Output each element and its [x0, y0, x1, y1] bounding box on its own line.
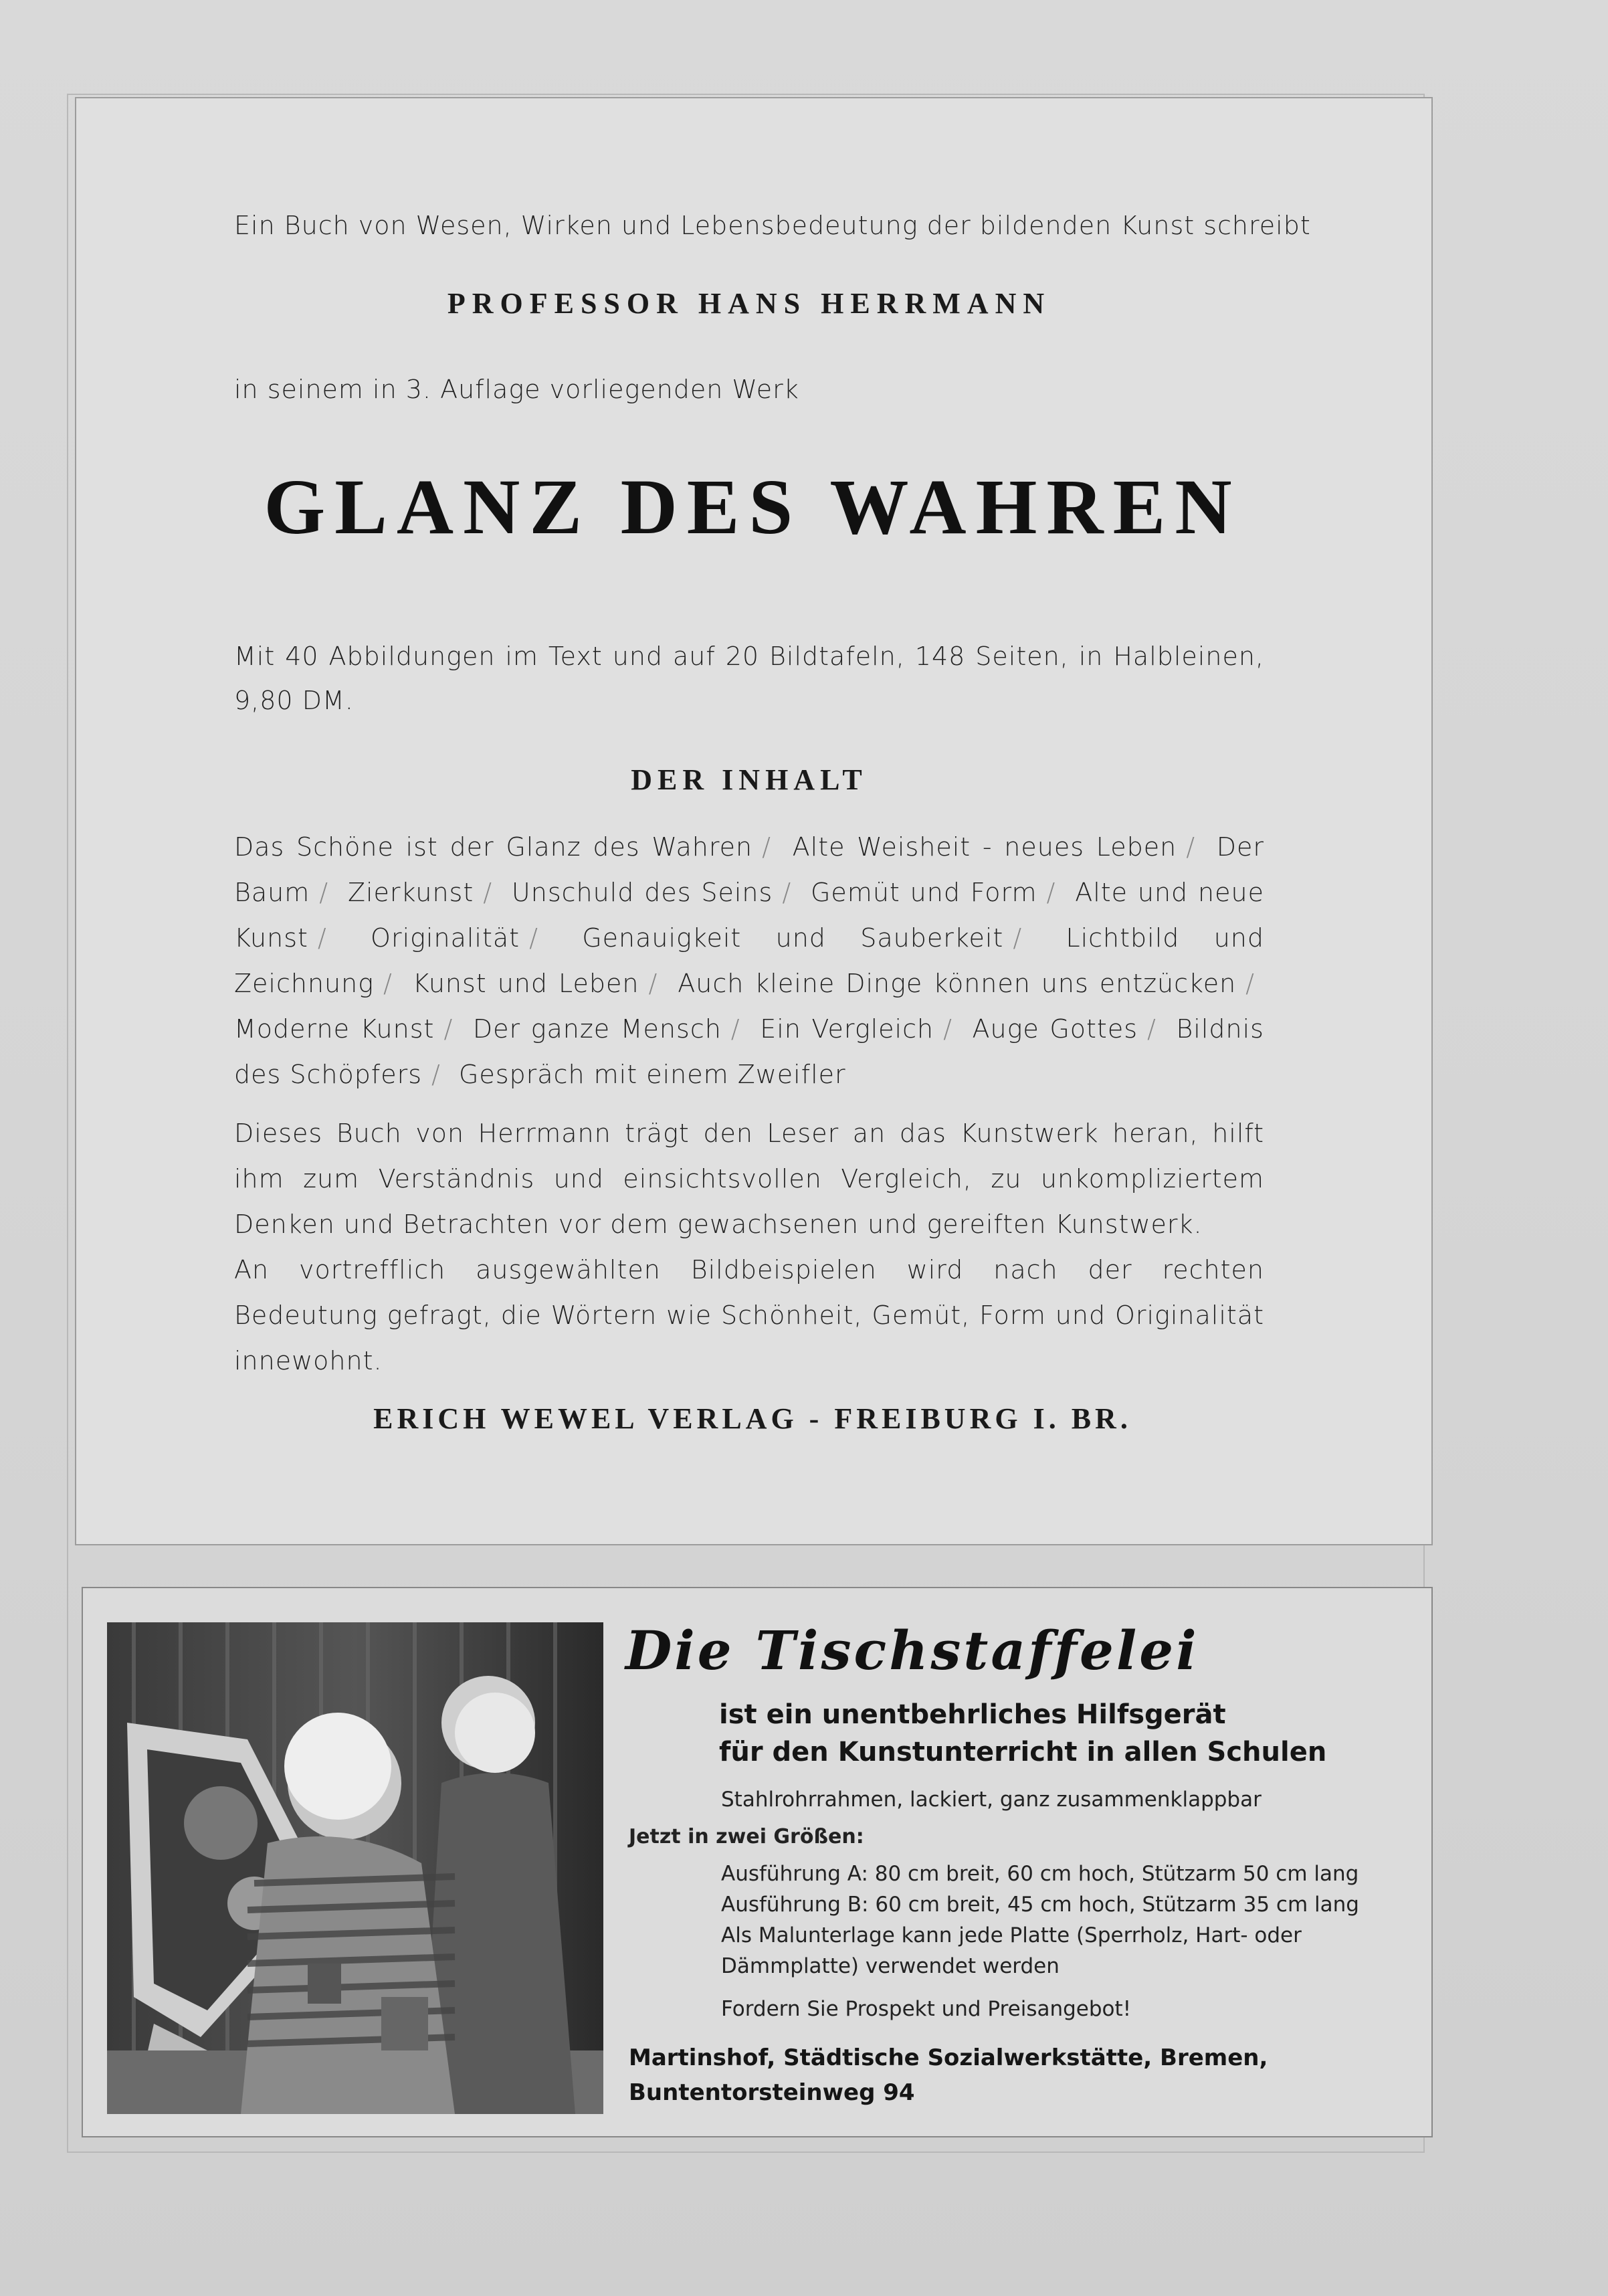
contents-separator: /: [483, 878, 493, 907]
subtitle-line-1: ist ein unentbehrliches Hilfsgerät: [719, 1699, 1226, 1730]
contents-separator: /: [1013, 923, 1023, 953]
easel-photo: [107, 1622, 603, 2114]
contents-item: Auch kleine Dinge können uns entzücken: [678, 969, 1237, 998]
book-intro: Ein Buch von Wesen, Wirken und Lebensbedeutung der bildenden Kunst schreibt: [234, 211, 1311, 240]
book-description: [234, 1111, 1264, 1383]
easel-address: [629, 2040, 1268, 2110]
subtitle-line-2: für den Kunstunterricht in allen Schulen: [719, 1737, 1327, 1767]
publisher: ERICH WEWEL VERLAG - FREIBURG I. BR.: [373, 1402, 1132, 1435]
address-line-1: Martinshof, Städtische Sozialwerkstätte, Bremen,: [629, 2044, 1268, 2071]
contents-item: Lichtbild und Zeichnung: [234, 923, 1264, 998]
variant-a: Ausführung A: 80 cm breit, 60 cm hoch, Stützarm 50 cm lang: [721, 1862, 1359, 1886]
contents-item: Ein Vergleich: [760, 1014, 934, 1044]
contents-separator: /: [319, 878, 329, 907]
contents-separator: /: [1186, 832, 1195, 862]
easel-ad-subtitle: [719, 1696, 1326, 1771]
contents-separator: /: [762, 832, 771, 862]
easel-ad-title: Die Tischstaffelei: [625, 1619, 1199, 1682]
contents-item: Auge Gottes: [972, 1014, 1138, 1044]
contents-item: Alte Weisheit - neues Leben: [792, 832, 1177, 862]
contents-separator: /: [317, 923, 327, 953]
underlay-line-1: Als Malunterlage kann jede Platte (Sperrholz, Hart- oder: [721, 1923, 1302, 1947]
contents-item: Der ganze Mensch: [472, 1014, 722, 1044]
book-details: Mit 40 Abbildungen im Text und auf 20 Bildtafeln, 148 Seiten, in Halbleinen, 9,80 DM.: [234, 642, 1264, 715]
children-painting-image: [107, 1622, 603, 2114]
easel-variants: [721, 1858, 1359, 1982]
contents-separator: /: [782, 878, 792, 907]
contents-separator: /: [730, 1014, 740, 1044]
book-author: PROFESSOR HANS HERRMANN: [447, 287, 1051, 320]
contents-item: Originalität: [371, 923, 520, 953]
contents-separator: /: [383, 969, 393, 998]
contents-separator: /: [648, 969, 658, 998]
easel-frame-info: Stahlrohrrahmen, lackiert, ganz zusammenklappbar: [721, 1788, 1262, 1812]
contents-separator: /: [1046, 878, 1056, 907]
book-title: GLANZ DES WAHREN: [264, 463, 1241, 551]
contents-separator: /: [1147, 1014, 1157, 1044]
contents-separator: /: [431, 1060, 441, 1089]
contents-separator: /: [943, 1014, 952, 1044]
contents-item: Alte und neue Kunst: [234, 878, 1264, 953]
contents-item: Zierkunst: [347, 878, 474, 907]
contents-item: Kunst und Leben: [412, 969, 639, 998]
contents-item: Das Schöne ist der Glanz des Wahren: [234, 832, 753, 862]
contents-heading: DER INHALT: [631, 763, 868, 796]
variant-b: Ausführung B: 60 cm breit, 45 cm hoch, Stützarm 35 cm lang: [721, 1893, 1359, 1917]
contents-item: Moderne Kunst: [234, 1014, 435, 1044]
description-paragraph-2: An vortrefflich ausgewählten Bildbeispielen wird nach der rechten Bedeutung gefragt, die Wörtern wie Schönheit, Gemüt, Form und Originalität innewohnt.: [234, 1255, 1264, 1375]
contents-separator: /: [443, 1014, 454, 1044]
contents-item: Genauigkeit und Sauberkeit: [582, 923, 1004, 953]
easel-sizes-label: Jetzt in zwei Größen:: [629, 1825, 864, 1848]
contents-item: Bildnis des Schöpfers: [234, 1014, 1264, 1089]
contents-list: [234, 824, 1264, 1097]
book-edition: in seinem in 3. Auflage vorliegenden Werk: [234, 375, 799, 404]
contents-separator: /: [529, 923, 538, 953]
underlay-line-2: Dämmplatte) verwendet werden: [721, 1954, 1060, 1978]
contents-item: Gespräch mit einem Zweifler: [458, 1060, 846, 1089]
description-paragraph-1: Dieses Buch von Herrmann trägt den Leser an das Kunstwerk heran, hilft ihm zum Verständnis und einsichtsvollen Vergleich, zu unkompliziertem Denken und Betrachten vor dem gewachsenen und gereiften Kunstwerk.: [234, 1119, 1264, 1239]
address-line-2: Buntentorsteinweg 94: [629, 2079, 915, 2106]
contents-item: Der Baum: [234, 832, 1264, 907]
easel-request: Fordern Sie Prospekt und Preisangebot!: [721, 1997, 1132, 2021]
contents-item: Unschuld des Seins: [511, 878, 773, 907]
contents-item: Gemüt und Form: [810, 878, 1037, 907]
contents-separator: /: [1245, 969, 1255, 998]
